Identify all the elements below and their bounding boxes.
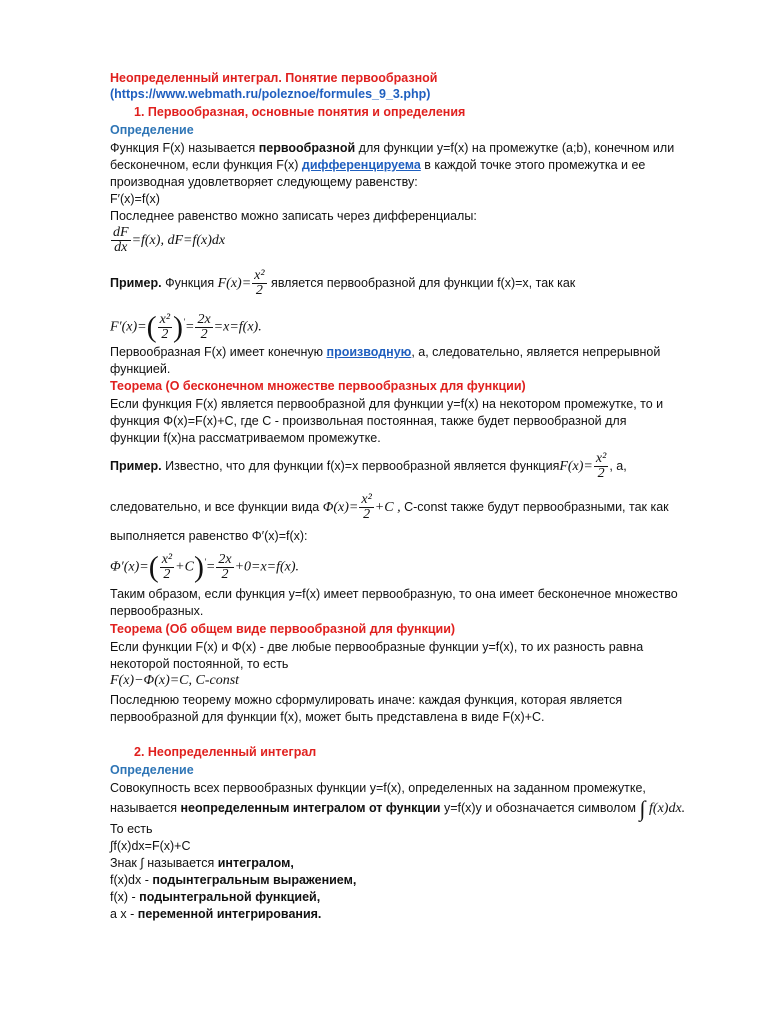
source-link[interactable]: (https://www.webmath.ru/poleznoe/formules_9_3.php) <box>110 87 431 101</box>
definition-2-title: Определение <box>110 763 194 777</box>
conclusion-line-2: первообразных. <box>110 604 204 618</box>
differential-note: Последнее равенство можно записать через дифференциалы: <box>110 209 477 223</box>
definition-1-line-3: производная удовлетворяет следующему равенству: <box>110 175 418 189</box>
equality-line: выполняется равенство Φ′(x)=f(x): <box>110 529 308 543</box>
example-2-line: Пример. Известно, что для функции f(x)=x первообразной является функцияF(x)= $\frac{\text{x²}}{2}$ , а, <box>110 451 627 482</box>
theorem-1-title: Теорема (О бесконечном множестве первообразных для функции) <box>110 379 526 393</box>
definition-1-line-1: Функция F(x) называется первообразной для функции y=f(x) на промежутке (a;b), конечном или <box>110 141 675 155</box>
theorem-1-line-1: Если функция F(x) является первообразной для функции y=f(x) на некотором промежутке, то и <box>110 397 664 411</box>
example-1-line: Пример. Функция F(x)= $\frac{\text{x²}}{2}$ является первообразной для функции f(x)=x, так как <box>110 268 576 299</box>
formula-difference: F(x)−Φ(x)=C, C-const <box>110 673 240 688</box>
continuity-line-2: функцией. <box>110 362 171 376</box>
formula-example-2: Φ′(x)=( $\frac{\text{x²}}{2}$ +C)′= $\frac{2x}{2}$ +0=x=f(x). <box>110 550 300 584</box>
section-2-heading: 2. Неопределенный интеграл <box>134 745 317 759</box>
theorem-1-line-3: функции f(x)на рассматриваемом промежутке. <box>110 431 381 445</box>
term-variable: а x - переменной интегрирования. <box>110 907 322 921</box>
theorem-2-title: Теорема (Об общем виде первообразной для функции) <box>110 622 456 636</box>
term-integrand-function: f(x) - подынтегральной функцией, <box>110 890 321 904</box>
doc-title: Неопределенный интеграл. Понятие первообразной <box>110 71 438 85</box>
definition-2-line-2: называется неопределенным интегралом от функции y=f(x)y и обозначается символом ∫ f(x)dx. <box>110 795 686 821</box>
term-integral: Знак ∫ называется интегралом, <box>110 856 294 870</box>
that-is-line: То есть <box>110 822 153 836</box>
example-2-family-line: следовательно, и все функции вида Φ(x)= $\frac{\text{x²}}{2}$ +C , C-const также будут первообразными, так как <box>110 492 669 523</box>
section-1-heading: 1. Первообразная, основные понятия и определения <box>134 105 466 119</box>
theorem-1-line-2: функция Φ(x)=F(x)+C, где C - произвольная постоянная, также будет первообразной для <box>110 414 627 428</box>
definition-1-line-2: бесконечном, если функция F(x) дифференцируема в каждой точке этого промежутка и ее <box>110 158 646 172</box>
definition-1-title: Определение <box>110 123 194 137</box>
continuity-line-1: Первообразная F(x) имеет конечную производную, а, следовательно, является непрерывной <box>110 345 661 359</box>
integral-equation: ∫f(x)dx=F(x)+C <box>110 839 191 853</box>
formula-differential: $\frac{dF}{dx}$ =f(x), dF=f(x)dx <box>113 225 226 256</box>
formula-example-1: F′(x)=( $\frac{\text{x²}}{2}$ )′= $\frac{2x}{2}$ =x=f(x). <box>110 310 262 344</box>
term-integrand-expression: f(x)dx - подынтегральным выражением, <box>110 873 357 887</box>
theorem-2-line-2: некоторой постоянной, то есть <box>110 657 289 671</box>
restated-line-1: Последнюю теорему можно сформулировать иначе: каждая функция, которая является <box>110 693 623 707</box>
derivative-equation: F′(x)=f(x) <box>110 192 160 206</box>
differentiable-link[interactable]: дифференцируема <box>301 158 421 172</box>
theorem-2-line-1: Если функции F(x) и Φ(x) - две любые первообразные функции y=f(x), то их разность равна <box>110 640 644 654</box>
conclusion-line-1: Таким образом, если функция y=f(x) имеет первообразную, то она имеет бесконечное множество <box>110 587 678 601</box>
definition-2-line-1: Совокупность всех первообразных функции y=f(x), определенных на заданном промежутке, <box>110 781 646 795</box>
restated-line-2: первообразной для функции f(x), может быть представлена в виде F(x)+C. <box>110 710 545 724</box>
derivative-link[interactable]: производную <box>326 345 412 359</box>
